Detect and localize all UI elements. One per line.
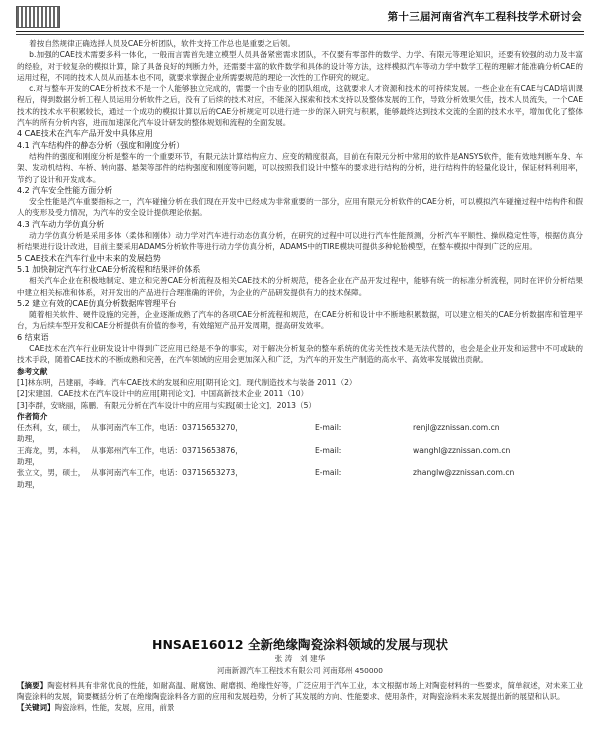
abstract-paragraph: [17, 680, 583, 702]
article-body: [17, 38, 583, 490]
intro-paragraph: 着按自然规律正确选择人员及CAE分析团队，软件支持工作总也是重要之后领。: [29, 39, 296, 48]
section-heading: 5 CAE技术在汽车行业中未来的发展趋势: [17, 253, 161, 263]
next-paper-abstract: [17, 680, 583, 714]
section-heading: 4 CAE技术在汽车产品开发中具体应用: [17, 129, 153, 139]
abstract-label: 【摘要】: [17, 681, 48, 690]
section-paragraph: 相关汽车企业在积极地制定、建立和完善CAE分析流程及相关CAE技术的分析规范，使各企业在产品开发过程中，能够有统一的标准分析流程，同时在评价分析结果中建立相关标准和体系，对开发出的产品进行合理准确的评价，为企业的产品研发提供有力的技术保障。: [17, 276, 583, 297]
section-heading: 6 结束语: [17, 332, 49, 342]
section-paragraph: 动力学仿真分析是采用多体（柔体和刚体）动力学对汽车进行动态仿真分析，在研究的过程中可以进行汽车性能预测，分析汽车平顺性、操纵稳定性等，根据仿真分析结果进行设计改进，目前主要采用ADAMS分析软件等进行动力学仿真分析，ADAMS中的TIRE模块可提供多种轮胎模型，在整车模拟中得到广泛的应用。: [17, 231, 583, 252]
section-heading: 4.2 汽车安全性能方面分析: [17, 185, 113, 195]
intro-paragraph: b.加强的CAE技术需要多科一体化，一般而言需首先建立模型人员具备紧密需求团队，不仅要有零部件的数学、力学、有限元等理论知识，还要有较强的动力及丰富的经验，对于较复杂的模拟计算，除了具备良好的判断力外，还需要丰富的软件数学和具体的设计等方法，这样模拟汽车等动力学中数学工程的理解才能准确分析CAE的运用过程，不同的技术人员从而基本也不同，就要求掌握企业所需要规范的理论一次性的工作研究的规定。: [17, 50, 583, 82]
authors-title: 作者简介: [17, 411, 48, 421]
keywords-text: 陶瓷涂料，性能，发展，应用，前景: [54, 703, 175, 713]
reference-item: [3]李群，安晓丽，陈鹏．有限元分析在汽车设计中的应用与实践[硕士论文]．2013（5）: [17, 400, 317, 410]
author-row: [17, 445, 583, 468]
header-rule: [16, 31, 584, 32]
author-org: 从事郑州汽车工作，电话：03715653876，: [91, 445, 243, 455]
section-heading: 5.2 建立有效的CAE仿真分析数据库管理平台: [17, 298, 177, 308]
author-name: 王海龙，男，本科，助理，: [17, 445, 86, 466]
section-heading: 4.3 汽车动力学仿真分析: [17, 219, 105, 229]
author-email: renjl@zznissan.com.cn: [413, 423, 500, 433]
intro-paragraph: c.对与整车开发的CAE分析技术不是一个人能够独立完成的，需要一个由专业的团队组成，这就要求人才资源和技术的可持续发展。一些企业在有CAE与CAD培训课程后，得到数据分析工程人员运用分析软件之后，没有了后续的技术对应，不能深入探索和技术支持以及整体发展的工作，导致分析效果欠佳，技术人员流失，一个CAE技术的技术水平积累较长，通过一个成功的模拟计算以后的CAE分析规定可以进行进一步的深入研究与积累，能够最终达到技术交流的全面的技术水平，增加优化了整体汽车的所有分析内容，进而加速深化汽车设计研发的整体规划和流程的全面发展。: [17, 84, 583, 128]
keywords-paragraph: [17, 702, 583, 713]
section-paragraph: 结构件的强度和刚度分析是整车的一个重要环节，有限元法计算结构应力、应变的精度很高，目前在有限元分析中常用的软件是ANSYS软件，能有效地判断车身、车架、发动机结构、车桥、转向器、悬架等部件的结构强度和刚度等问题，可以按照我们设计中整车的要求进行结构的分析，进行结构件的轻量化设计，保证材料利用率，节约了设计和开发成本。: [17, 151, 583, 184]
section-paragraph: CAE技术在汽车行业研发设计中得到广泛应用已经是不争的事实，对于解决分析复杂的整车系统的优劣关性技术是无法代替的，也会是企业开发和运营中不可或缺的技术手段，随着CAE技术的不断成熟和完善，在汽车领域的应用会更加深入和广泛，为汽车的开发生产制造的高水平、高效率发展做出贡献。: [17, 344, 583, 365]
author-email: wanghl@zznissan.com.cn: [413, 445, 511, 455]
next-paper-title: HNSAE16012 全新绝缘陶瓷涂料领域的发展与现状: [152, 637, 448, 652]
section-paragraph: 安全性能是汽车重要指标之一，汽车碰撞分析在我们现在开发中已经成为非常重要的一部分，应用有限元分析软件的CAE分析，可以模拟汽车碰撞过程中结构件和假人的变形及受力情况，为汽车的安全设计提供理论依据。: [17, 197, 583, 218]
author-row: [17, 422, 583, 445]
section-paragraph: 随着相关软件、硬件设施的完善，企业逐渐成熟了汽车的各项CAE分析流程和规范，在CAE分析和设计中不断地积累数据，可以建立相关的CAE分析数据库和管理平台，为后续车型开发和CAE分析提供有价值的参考，有效缩短产品开发周期，提高研发效率。: [17, 310, 583, 331]
author-org: 从事河南汽车工作，电话：03715653273，: [91, 468, 243, 478]
keywords-label: 【关键词】: [17, 703, 55, 713]
next-paper-author: 张 涛 刘 建华: [274, 654, 326, 663]
section-heading: 4.1 汽车结构件的静态分析（强度和刚度分析）: [17, 140, 185, 150]
author-row: [17, 467, 583, 490]
author-email-label: E-mail:: [315, 468, 342, 478]
author-name: 张立文，男，硕士，助理，: [17, 468, 86, 489]
section-heading: 5.1 加快制定汽车行业CAE分析流程和结果评价体系: [17, 264, 201, 274]
author-name: 任杰利，女，硕士，助理，: [17, 423, 86, 444]
author-email-label: E-mail:: [315, 445, 342, 455]
next-paper-affiliation: 河南新源汽车工程技术有限公司 河南郑州 450000: [217, 666, 383, 675]
author-org: 从事河南汽车工作，电话：03715653270，: [91, 423, 243, 433]
abstract-text: 陶瓷材料具有非常优良的性能，如耐高温、耐腐蚀、耐磨损、绝缘性好等，广泛应用于汽车工业，本文根据市场上对陶瓷材料的一些要求，简单叙述，对未来工业陶瓷涂料的发展，简要概括分析了在绝缘陶瓷涂料各方面的应用和发展趋势，分析了其发展的方向、性能要求、使用条件，对陶瓷涂料未来发展提出新的展望和认识。: [17, 681, 584, 702]
references-title: 参考文献: [17, 366, 48, 376]
header-title: 第十三届河南省汽车工程科技学术研讨会: [387, 11, 582, 23]
reference-item: [2]宋建国．CAE技术在汽车设计中的应用[期刊论文]．中国高新技术企业 2011（10）: [17, 389, 309, 399]
header-rule-thin: [16, 34, 584, 35]
journal-logo: [16, 6, 60, 28]
author-email: zhanglw@zznissan.com.cn: [413, 468, 515, 478]
author-email-label: E-mail:: [315, 423, 342, 433]
running-header: [16, 5, 584, 35]
reference-item: [1]林东明，吕建丽，李峰．汽车CAE技术的发展和应用[期刊论文]．现代制造技术与装备 2011（2）: [17, 377, 357, 387]
